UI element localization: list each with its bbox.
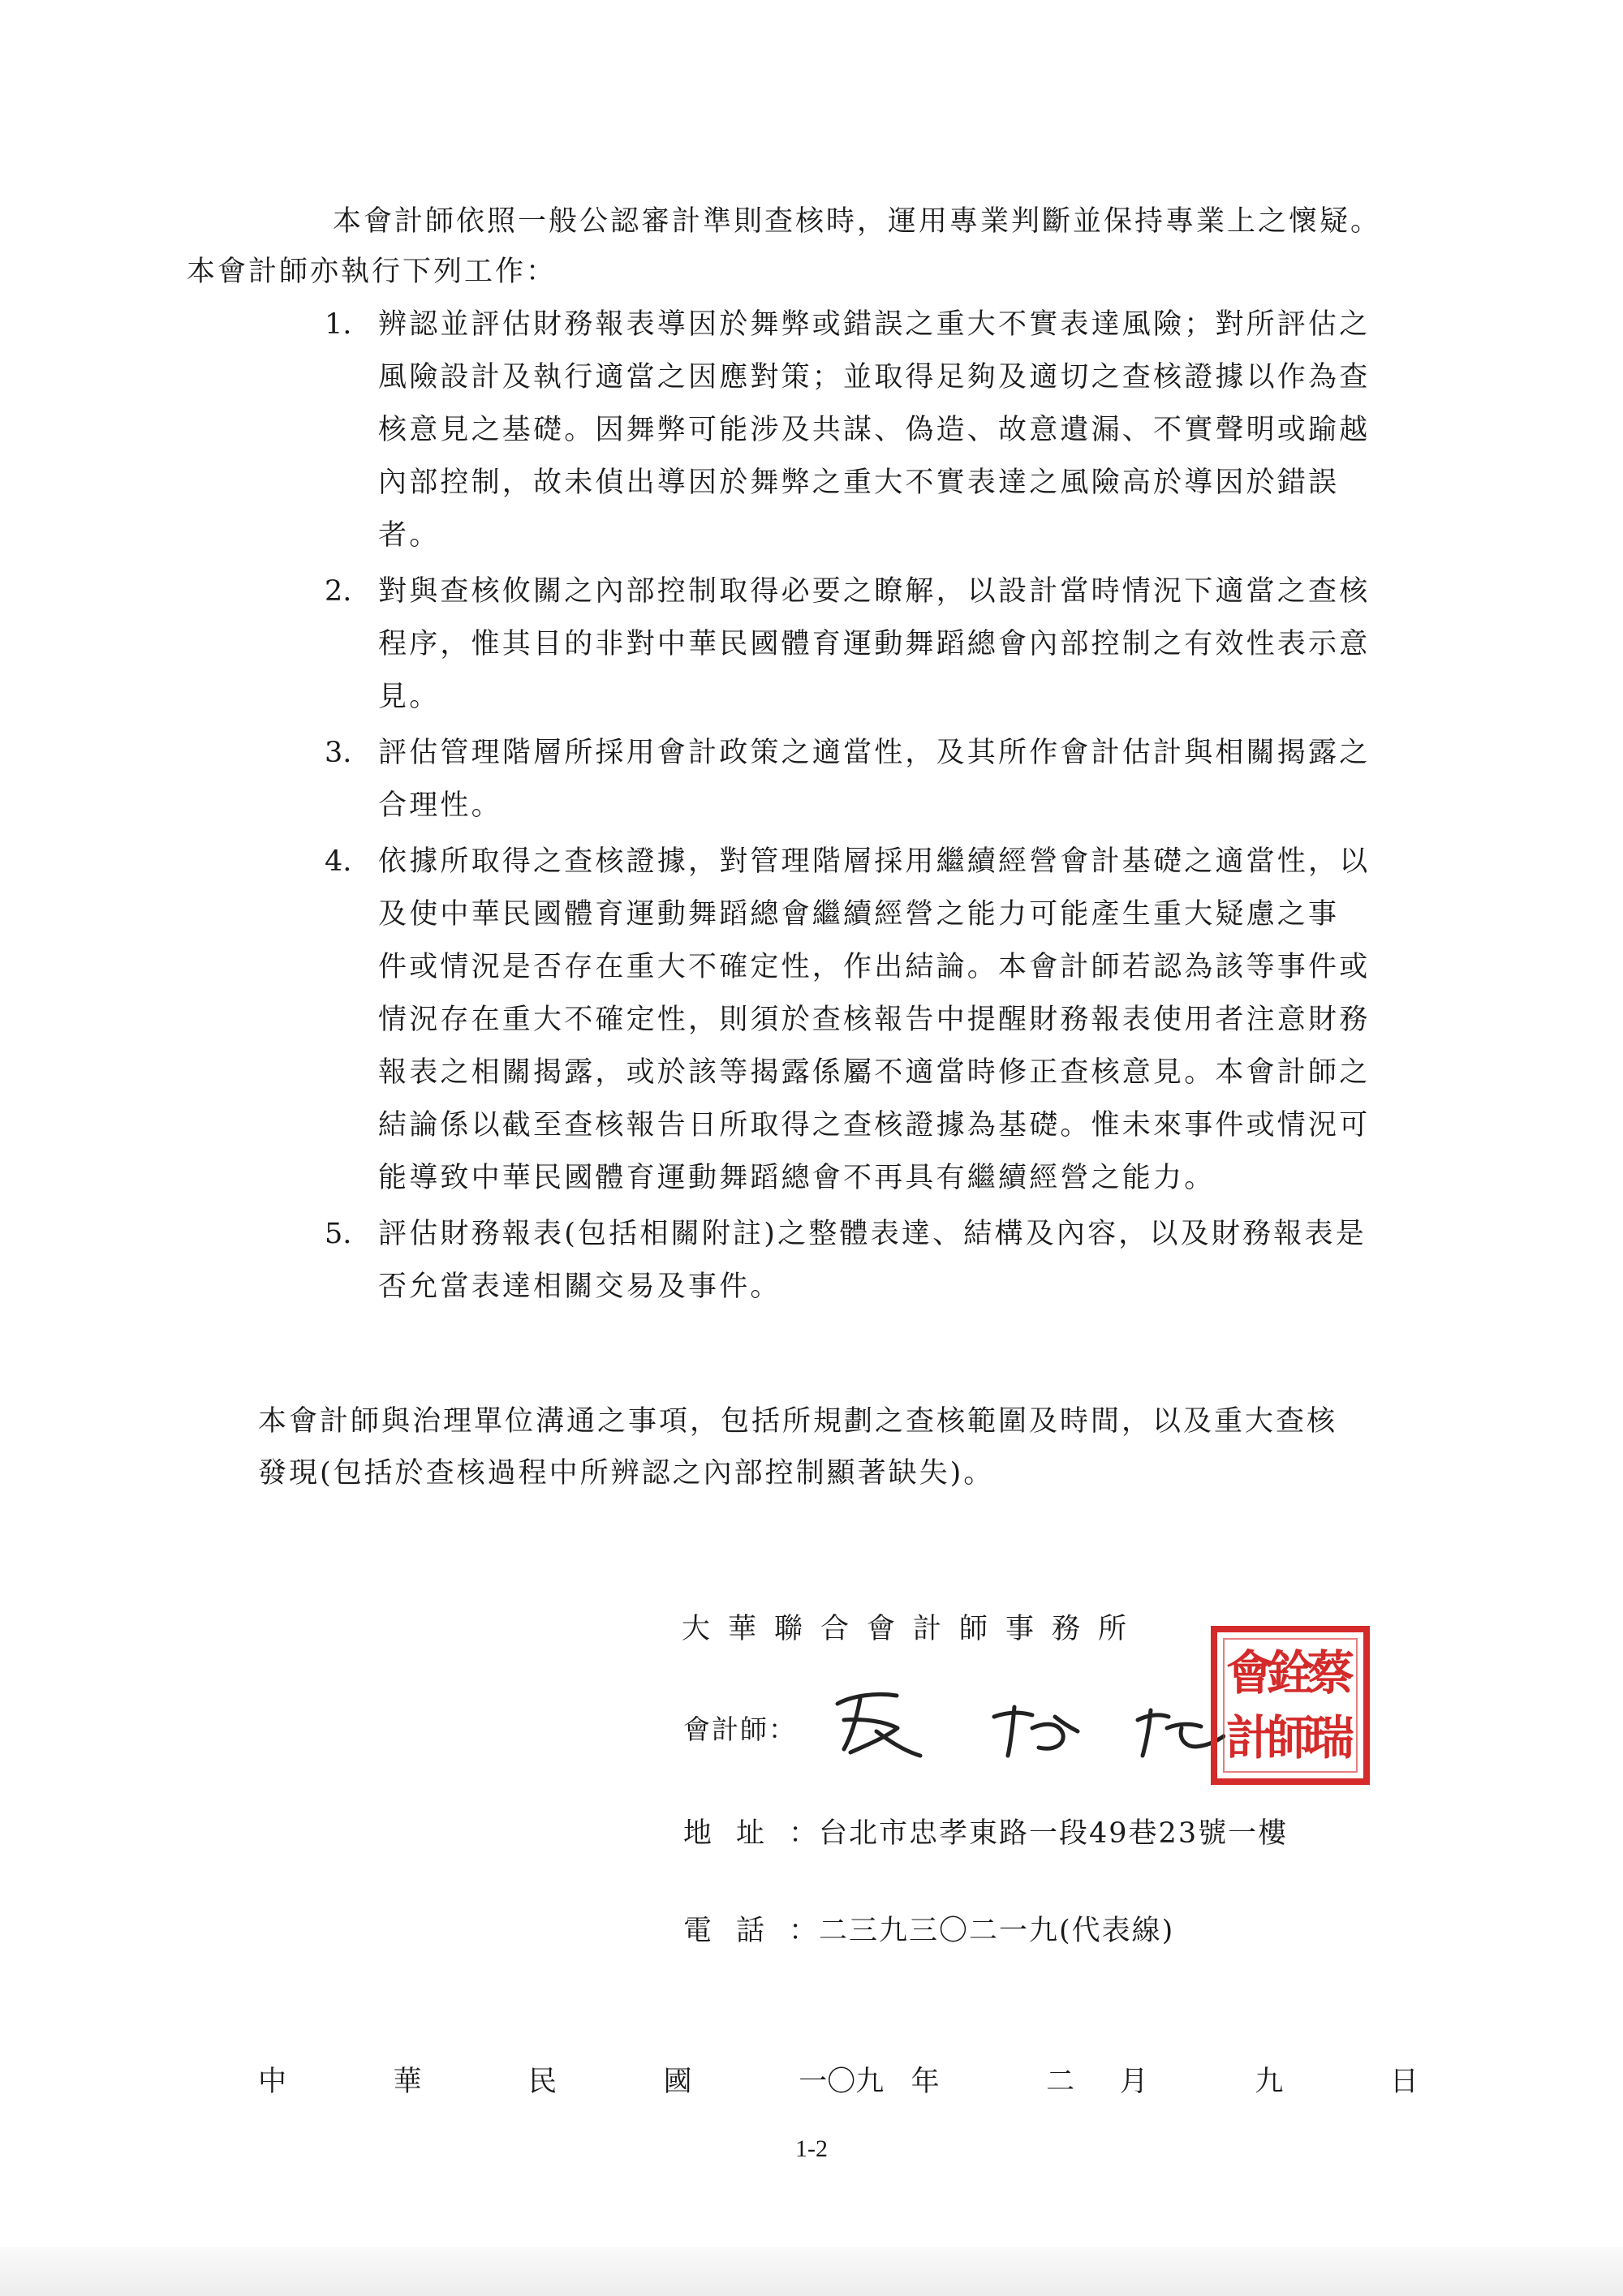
intro-line-1: 本會計師依照一般公認審計準則查核時，運用專業判斷並保持專業上之懷疑。 bbox=[333, 205, 1382, 238]
phone-label: 電話 bbox=[683, 1915, 790, 1947]
procedure-line: 報表之相關揭露，或於該等揭露係屬不適當時修正查核意見。本會計師之 bbox=[378, 1056, 1371, 1089]
procedure-number: 3. bbox=[325, 737, 352, 769]
procedure-line: 程序，惟其目的非對中華民國體育運動舞蹈總會內部控制之有效性表示意 bbox=[378, 628, 1371, 660]
procedure-number: 2. bbox=[325, 575, 352, 608]
svg-text:會: 會 bbox=[1225, 1645, 1274, 1701]
procedure-line: 評估管理階層所採用會計政策之適當性，及其所作會計估計與相關揭露之 bbox=[378, 737, 1371, 769]
svg-text:師: 師 bbox=[1266, 1710, 1315, 1765]
procedure-item bbox=[325, 1208, 1428, 1314]
firm-name: 大華聯合會計師事務所 bbox=[682, 1613, 1145, 1645]
date-month bbox=[1046, 2059, 1148, 2100]
report-date bbox=[258, 2059, 1419, 2100]
closing-line-2: 發現(包括於查核過程中所辨認之內部控制顯著缺失)。 bbox=[258, 1457, 995, 1490]
date-year-unit: 年 bbox=[911, 2066, 940, 2098]
procedure-number: 4. bbox=[325, 845, 352, 878]
closing-paragraph bbox=[258, 1395, 1427, 1499]
intro-line-2: 本會計師亦執行下列工作： bbox=[187, 256, 558, 288]
phone-value: ：二三九三〇二一九(代表線) bbox=[789, 1915, 1175, 1947]
procedure-number: 5. bbox=[325, 1218, 352, 1250]
procedure-item bbox=[325, 727, 1428, 832]
date-part: 國 bbox=[663, 2066, 692, 2098]
date-year-value: 一〇九 bbox=[799, 2066, 885, 2098]
procedure-line: 內部控制，故未偵出導因於舞弊之重大不實表達之風險高於導因於錯誤 bbox=[378, 467, 1340, 499]
procedure-line: 者。 bbox=[378, 519, 441, 552]
procedure-line: 評估財務報表(包括相關附註)之整體表達、結構及內容，以及財務報表是 bbox=[378, 1218, 1367, 1250]
procedure-line: 合理性。 bbox=[378, 789, 502, 822]
procedure-line: 對與查核攸關之內部控制取得必要之瞭解，以設計當時情況下適當之查核 bbox=[378, 575, 1371, 608]
phone-line bbox=[683, 1908, 1174, 1949]
procedure-item bbox=[325, 299, 1428, 562]
audit-procedure-list bbox=[325, 299, 1428, 1317]
address-line bbox=[683, 1811, 1288, 1851]
address-label: 地址 bbox=[683, 1817, 790, 1850]
procedure-number: 1. bbox=[325, 308, 352, 341]
date-part: 民 bbox=[528, 2066, 558, 2098]
svg-text:計: 計 bbox=[1225, 1710, 1274, 1765]
procedure-line: 結論係以截至查核報告日所取得之查核證據為基礎。惟未來事件或情況可 bbox=[378, 1109, 1371, 1142]
scan-bottom-edge bbox=[0, 2247, 1623, 2296]
svg-text:瑞: 瑞 bbox=[1307, 1710, 1355, 1765]
date-part: 日 bbox=[1389, 2066, 1419, 2098]
date-part: 中 bbox=[258, 2066, 287, 2098]
procedure-item bbox=[325, 836, 1428, 1205]
date-part: 九 bbox=[1255, 2066, 1284, 2098]
page-number: 1-2 bbox=[795, 2135, 828, 2162]
date-year bbox=[799, 2059, 939, 2100]
intro-paragraph bbox=[187, 196, 1420, 297]
procedure-line: 能導致中華民國體育運動舞蹈總會不再具有繼續經營之能力。 bbox=[378, 1162, 1216, 1194]
procedure-line: 風險設計及執行適當之因應對策；並取得足夠及適切之查核證據以作為查 bbox=[378, 361, 1371, 393]
address-value: ：台北市忠孝東路一段49巷23號一樓 bbox=[789, 1817, 1289, 1850]
procedure-item bbox=[325, 565, 1428, 724]
closing-line-1: 本會計師與治理單位溝通之事項，包括所規劃之查核範圍及時間，以及重大查核 bbox=[258, 1405, 1338, 1438]
cpa-label: 會計師： bbox=[683, 1713, 797, 1745]
procedure-line: 核意見之基礎。因舞弊可能涉及共謀、偽造、故意遺漏、不實聲明或踰越 bbox=[378, 414, 1371, 446]
procedure-line: 件或情況是否存在重大不確定性，作出結論。本會計師若認為該等事件或 bbox=[378, 951, 1371, 983]
handwritten-signature bbox=[820, 1671, 1225, 1769]
procedure-line: 情況存在重大不確定性，則須於查核報告中提醒財務報表使用者注意財務 bbox=[378, 1004, 1371, 1036]
svg-text:銓: 銓 bbox=[1266, 1645, 1315, 1701]
date-part: 華 bbox=[393, 2066, 422, 2098]
procedure-line: 辨認並評估財務報表導因於舞弊或錯誤之重大不實表達風險；對所評估之 bbox=[378, 308, 1371, 341]
procedure-line: 依據所取得之查核證據，對管理階層採用繼續經營會計基礎之適當性，以 bbox=[378, 845, 1371, 878]
date-month-value: 二 bbox=[1046, 2066, 1075, 2098]
procedure-line: 否允當表達相關交易及事件。 bbox=[378, 1271, 781, 1303]
date-month-unit: 月 bbox=[1119, 2066, 1148, 2098]
cpa-seal-stamp bbox=[1209, 1624, 1371, 1786]
procedure-line: 見。 bbox=[378, 681, 441, 713]
svg-text:蔡: 蔡 bbox=[1307, 1645, 1355, 1701]
procedure-line: 及使中華民國體育運動舞蹈總會繼續經營之能力可能產生重大疑慮之事 bbox=[378, 898, 1340, 931]
